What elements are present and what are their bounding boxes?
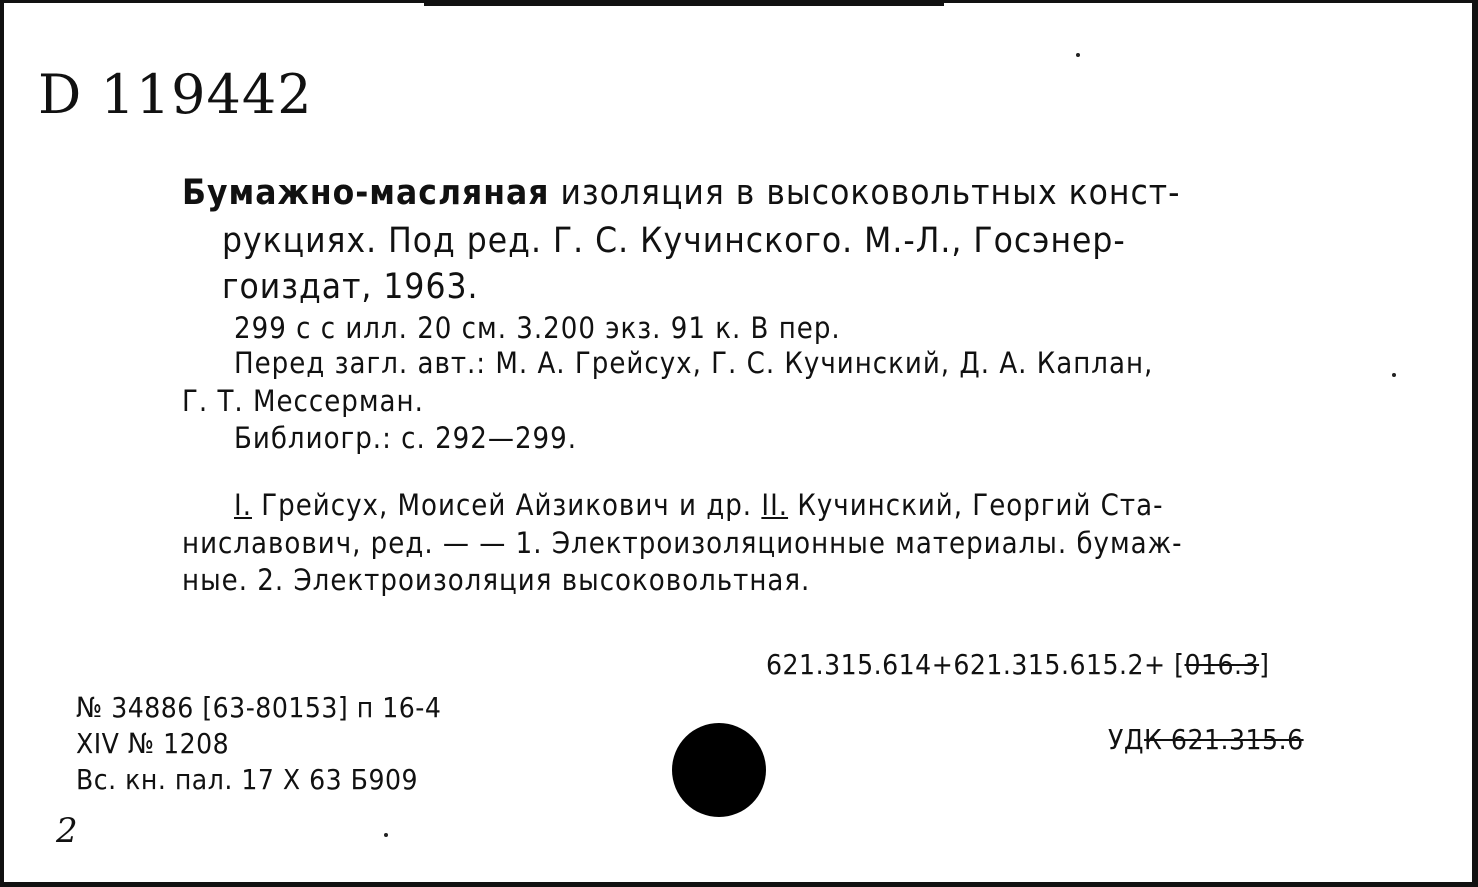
tracing-roman-2: II. bbox=[761, 488, 789, 522]
top-edge-mark bbox=[424, 3, 944, 6]
classification-struck: 016.3 bbox=[1184, 648, 1260, 681]
speck bbox=[1076, 53, 1080, 57]
tracing-author-1: Грейсух, Моисей Айзикович и др. bbox=[251, 488, 762, 522]
order-line-1: № 34886 [63-80153] п 16-4 bbox=[76, 691, 442, 724]
authors-note-line-2: Г. Т. Мессерман. bbox=[182, 384, 424, 418]
title-line-3: гоиздат, 1963. bbox=[222, 267, 479, 307]
udc-label: УД bbox=[1108, 723, 1145, 756]
title-line-1-rest: изоляция в высоковольтных конст- bbox=[549, 173, 1181, 213]
inventory-mark: D 119442 bbox=[38, 63, 313, 126]
speck bbox=[384, 833, 388, 837]
udc-struck: К 621.315.6 bbox=[1144, 723, 1304, 756]
tracing-roman-1: I. bbox=[234, 488, 252, 522]
udc-index bbox=[1108, 723, 1304, 756]
title-line-2: рукциях. Под ред. Г. С. Кучинского. М.-Л., Госэнер- bbox=[222, 221, 1126, 261]
tracing-line-1 bbox=[234, 488, 1164, 522]
speck bbox=[1392, 373, 1396, 377]
classification-end: ] bbox=[1259, 648, 1270, 681]
classification-index bbox=[766, 648, 1269, 681]
order-line-3: Вс. кн. пал. 17 X 63 Б909 bbox=[76, 763, 419, 796]
bibliography-note: Библиогр.: с. 292—299. bbox=[234, 421, 578, 455]
order-line-2: XIV № 1208 bbox=[76, 727, 230, 760]
tracing-author-2: Кучинский, Георгий Ста- bbox=[788, 488, 1164, 522]
classification-main: 621.315.614+621.315.615.2+ [ bbox=[766, 648, 1185, 681]
corner-handwritten-mark: 2 bbox=[56, 811, 78, 851]
tracing-line-3: ные. 2. Электроизоляция высоковольтная. bbox=[182, 563, 811, 597]
title-line-1 bbox=[182, 173, 1180, 213]
tracing-line-2: ниславович, ред. — — 1. Электроизоляционные материалы. бумаж- bbox=[182, 526, 1183, 560]
punch-hole bbox=[672, 723, 766, 817]
physical-description: 299 с с илл. 20 см. 3.200 экз. 91 к. В пер. bbox=[234, 311, 841, 345]
authors-note-line-1: Перед загл. авт.: М. А. Грейсух, Г. С. Кучинский, Д. А. Каплан, bbox=[234, 346, 1154, 380]
title-bold: Бумажно-масляная bbox=[182, 173, 550, 213]
